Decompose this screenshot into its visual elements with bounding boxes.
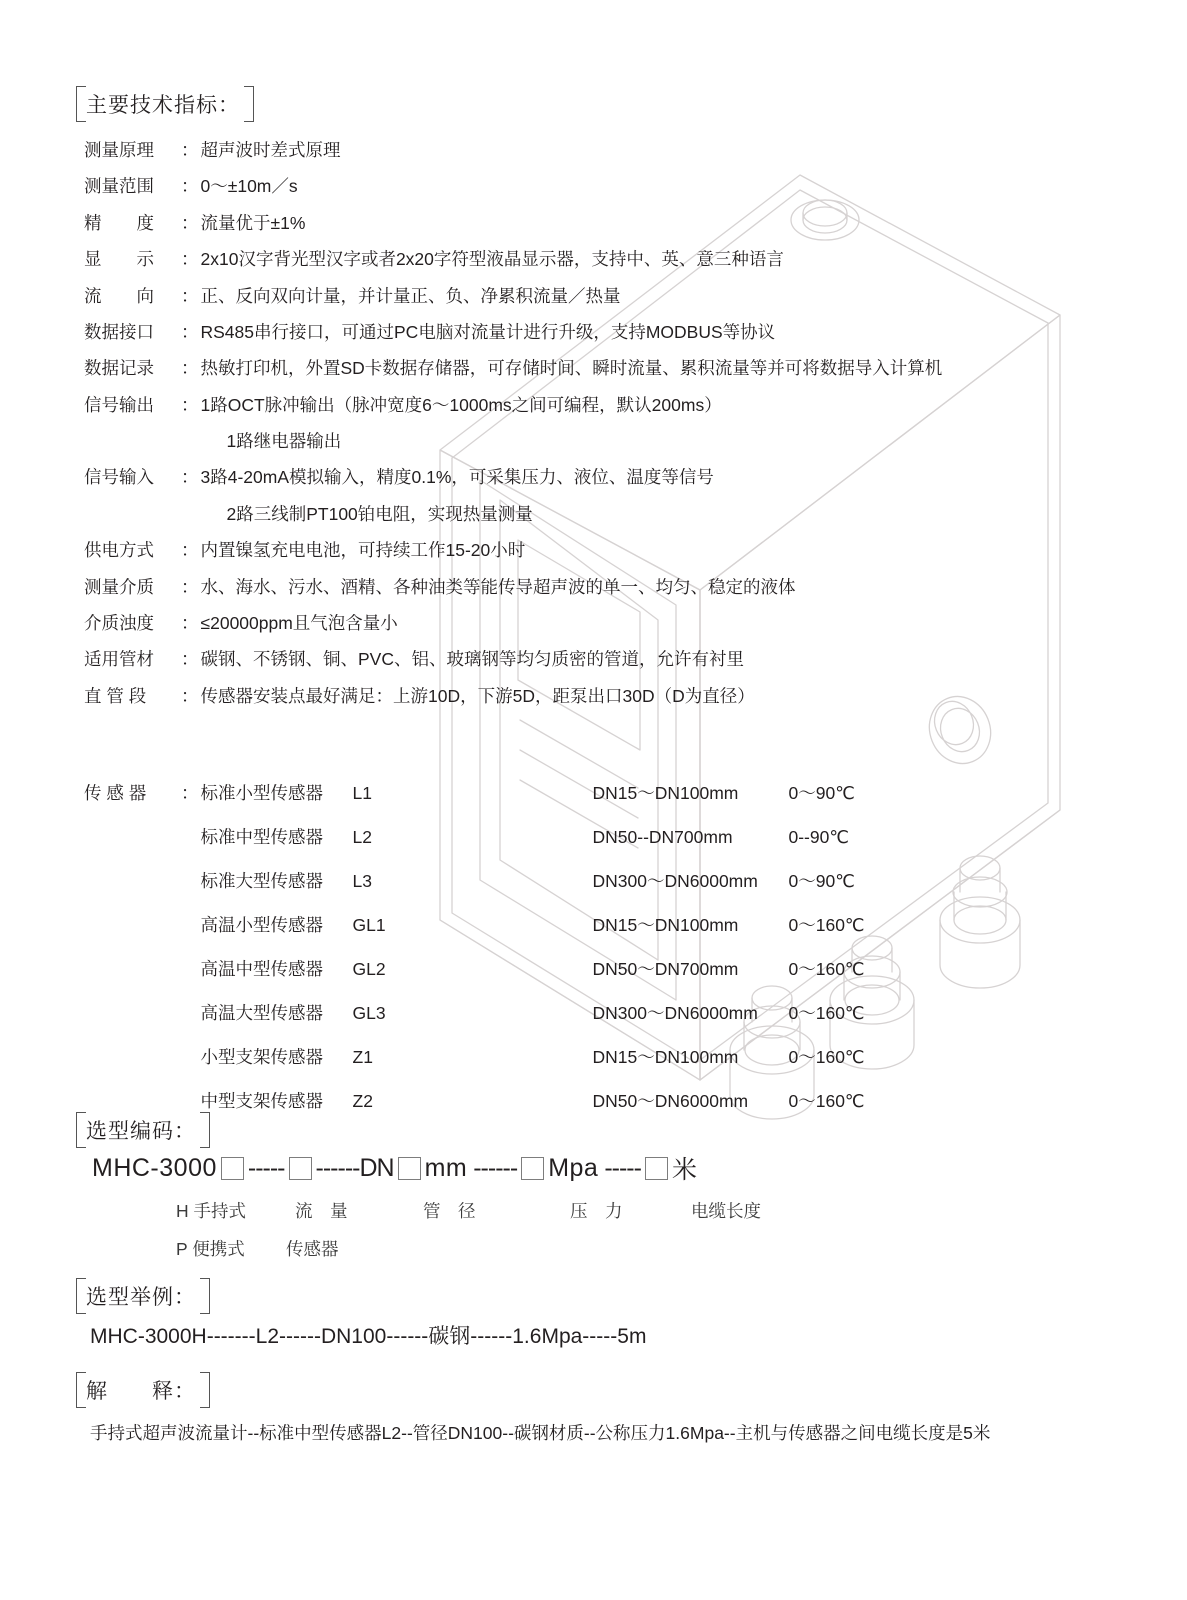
spec-value: 1路OCT脉冲输出（脉冲宽度6～1000ms之间可编程，默认200ms） <box>200 394 722 415</box>
sensor-name: 标准中型传感器 <box>200 827 323 847</box>
legend-sensor: 传感器 <box>286 1239 339 1259</box>
sensor-temp-range: 0～160℃ <box>788 1091 865 1111</box>
example-code-line: MHC-3000H-------L2------DN100------碳钢------1.6Mpa-----5m <box>90 1325 647 1348</box>
spec-value: 3路4-20mA模拟输入，精度0.1%，可采集压力、液位、温度等信号 <box>200 467 714 488</box>
section-heading-explanation: 解 释： <box>76 1372 210 1408</box>
sensor-temp-range: 0～160℃ <box>788 1003 865 1023</box>
table-row <box>84 1044 1114 1069</box>
sensor-section-label: 传 感 器 <box>84 783 147 803</box>
spec-label: 显 示 <box>84 249 154 270</box>
sensor-name: 小型支架传感器 <box>200 1047 323 1067</box>
spec-row <box>84 176 1104 198</box>
sensor-diameter-range: DN50～DN6000mm <box>592 1091 749 1111</box>
spec-label: 信号输出 <box>84 394 154 415</box>
sensor-code: Z2 <box>352 1091 373 1111</box>
code-unit-meter: 米 <box>671 1156 698 1184</box>
model-code-line <box>92 1150 697 1186</box>
table-row <box>84 868 1114 893</box>
sensor-temp-range: 0～90℃ <box>788 783 855 803</box>
spec-colon: ： <box>181 321 199 342</box>
model-prefix: MHC-3000 <box>92 1153 217 1182</box>
section-heading-coding: 选型编码： <box>76 1112 210 1148</box>
spec-row <box>84 649 1104 671</box>
code-dash-3: ------ <box>473 1153 518 1182</box>
sensor-name: 标准小型传感器 <box>200 783 323 803</box>
spec-label: 介质浊度 <box>84 612 154 633</box>
sensor-diameter-range: DN15～DN100mm <box>592 1047 739 1067</box>
spec-value: 2x10汉字背光型汉字或者2x20字符型液晶显示器，支持中、英、意三种语言 <box>200 249 784 270</box>
sensor-diameter-range: DN15～DN100mm <box>592 783 739 803</box>
sensor-name: 高温大型传感器 <box>200 1003 323 1023</box>
code-box-cable-length[interactable] <box>645 1157 668 1180</box>
spec-row <box>84 140 1104 162</box>
sensor-diameter-range: DN300～DN6000mm <box>592 1003 758 1023</box>
legend-pressure: 压 力 <box>570 1201 623 1221</box>
table-row <box>84 1088 1114 1113</box>
spec-value: 热敏打印机，外置SD卡数据存储器，可存储时间、瞬时流量、累积流量等并可将数据导入计算机 <box>200 358 943 379</box>
code-box-pressure[interactable] <box>521 1157 544 1180</box>
spec-colon: ： <box>181 540 199 561</box>
spec-label: 供电方式 <box>84 540 154 561</box>
explanation-line: 手持式超声波流量计--标准中型传感器L2--管径DN100--碳钢材质--公称压力1.6Mpa--主机与传感器之间电缆长度是5米 <box>90 1423 991 1443</box>
sensor-diameter-range: DN300～DN6000mm <box>592 871 758 891</box>
sensor-code: L1 <box>352 783 372 803</box>
spec-value: 水、海水、污水、酒精、各种油类等能传导超声波的单一、均匀、稳定的液体 <box>200 576 796 597</box>
spec-colon: ： <box>181 649 199 670</box>
spec-value: 传感器安装点最好满足：上游10D，下游5D，距泵出口30D（D为直径） <box>200 685 755 706</box>
spec-value: 内置镍氢充电电池，可持续工作15-20小时 <box>200 540 526 561</box>
spec-row <box>84 322 1104 344</box>
code-dash-1: ----- <box>247 1153 285 1182</box>
spec-row <box>84 686 1104 708</box>
spec-label: 精 度 <box>84 212 154 233</box>
spec-row <box>84 395 1104 417</box>
code-unit-mpa: Mpa <box>548 1153 599 1182</box>
sensor-diameter-range: DN50～DN700mm <box>592 959 739 979</box>
spec-row-continuation <box>84 431 1104 453</box>
spec-row <box>84 286 1104 308</box>
spec-colon: ： <box>181 685 199 706</box>
code-dash-2: ------DN <box>315 1153 394 1182</box>
legend-cable-length: 电缆长度 <box>691 1201 761 1221</box>
spec-colon: ： <box>181 576 199 597</box>
sensor-temp-range: 0～160℃ <box>788 959 865 979</box>
code-box-sensor[interactable] <box>289 1157 312 1180</box>
code-unit-mm: mm <box>424 1153 468 1182</box>
legend-handheld: H 手持式 <box>176 1201 246 1221</box>
spec-value: 流量优于±1% <box>200 212 306 233</box>
spec-colon: ： <box>181 249 199 270</box>
table-row <box>84 1000 1114 1025</box>
sensor-code: GL3 <box>352 1003 386 1023</box>
sensor-code: L2 <box>352 827 372 847</box>
spec-row <box>84 249 1104 271</box>
spec-value: ≤20000ppm且气泡含量小 <box>200 612 398 633</box>
sensor-temp-range: 0～160℃ <box>788 915 865 935</box>
spec-colon: ： <box>181 358 199 379</box>
spec-label: 适用管材 <box>84 649 154 670</box>
spec-colon: ： <box>181 212 199 233</box>
sensor-diameter-range: DN50--DN700mm <box>592 827 733 847</box>
sensor-name: 高温小型传感器 <box>200 915 323 935</box>
legend-flow: 流 量 <box>295 1201 348 1221</box>
sensor-code: Z1 <box>352 1047 373 1067</box>
spec-row <box>84 213 1104 235</box>
spec-value: 0～±10m／s <box>200 176 298 197</box>
spec-colon: ： <box>181 176 199 197</box>
spec-value: 2路三线制PT100铂电阻，实现热量测量 <box>226 503 533 524</box>
spec-label: 数据记录 <box>84 358 154 379</box>
code-box-diameter[interactable] <box>398 1157 421 1180</box>
spec-row <box>84 577 1104 599</box>
spec-colon: ： <box>181 612 199 633</box>
sensor-code: L3 <box>352 871 372 891</box>
table-row <box>84 956 1114 981</box>
sensor-name: 中型支架传感器 <box>200 1091 323 1111</box>
spec-colon: ： <box>181 467 199 488</box>
spec-list <box>84 140 1104 722</box>
spec-value: RS485串行接口，可通过PC电脑对流量计进行升级，支持MODBUS等协议 <box>200 321 776 342</box>
spec-value: 超声波时差式原理 <box>200 140 341 160</box>
sensor-temp-range: 0～90℃ <box>788 871 855 891</box>
sensor-code: GL2 <box>352 959 386 979</box>
spec-colon: ： <box>181 140 199 160</box>
spec-colon: ： <box>181 285 199 306</box>
spec-label: 信号输入 <box>84 467 154 488</box>
sensor-name: 标准大型传感器 <box>200 871 323 891</box>
spec-row-continuation <box>84 504 1104 526</box>
spec-label: 流 向 <box>84 285 154 306</box>
sensor-temp-range: 0～160℃ <box>788 1047 865 1067</box>
spec-colon: ： <box>181 394 199 415</box>
section-heading-example: 选型举例： <box>76 1278 210 1314</box>
code-dash-4: ----- <box>604 1153 641 1182</box>
spec-label: 测量原理 <box>84 140 154 160</box>
spec-row <box>84 613 1104 635</box>
sensor-code: GL1 <box>352 915 386 935</box>
sensor-table <box>84 780 1114 1132</box>
spec-value: 碳钢、不锈钢、铜、PVC、铝、玻璃钢等均匀质密的管道，允许有衬里 <box>200 649 744 670</box>
legend-portable: P 便携式 <box>176 1239 245 1259</box>
table-row <box>84 824 1114 849</box>
spec-label: 数据接口 <box>84 321 154 342</box>
spec-value: 1路继电器输出 <box>226 431 342 451</box>
spec-value: 正、反向双向计量，并计量正、负、净累积流量／热量 <box>200 285 621 306</box>
section-heading-specs: 主要技术指标： <box>76 86 254 122</box>
code-box-type[interactable] <box>221 1157 244 1180</box>
sensor-name: 高温中型传感器 <box>200 959 323 979</box>
legend-diameter: 管 径 <box>423 1201 476 1221</box>
sensor-diameter-range: DN15～DN100mm <box>592 915 739 935</box>
spec-label: 测量介质 <box>84 576 154 597</box>
spec-row <box>84 467 1104 489</box>
sensor-colon: ： <box>181 783 199 803</box>
spec-row <box>84 358 1104 380</box>
sensor-temp-range: 0--90℃ <box>788 827 850 847</box>
table-row <box>84 912 1114 937</box>
table-row <box>84 780 1114 805</box>
spec-label: 测量范围 <box>84 176 154 197</box>
spec-label: 直 管 段 <box>84 685 147 706</box>
spec-row <box>84 540 1104 562</box>
